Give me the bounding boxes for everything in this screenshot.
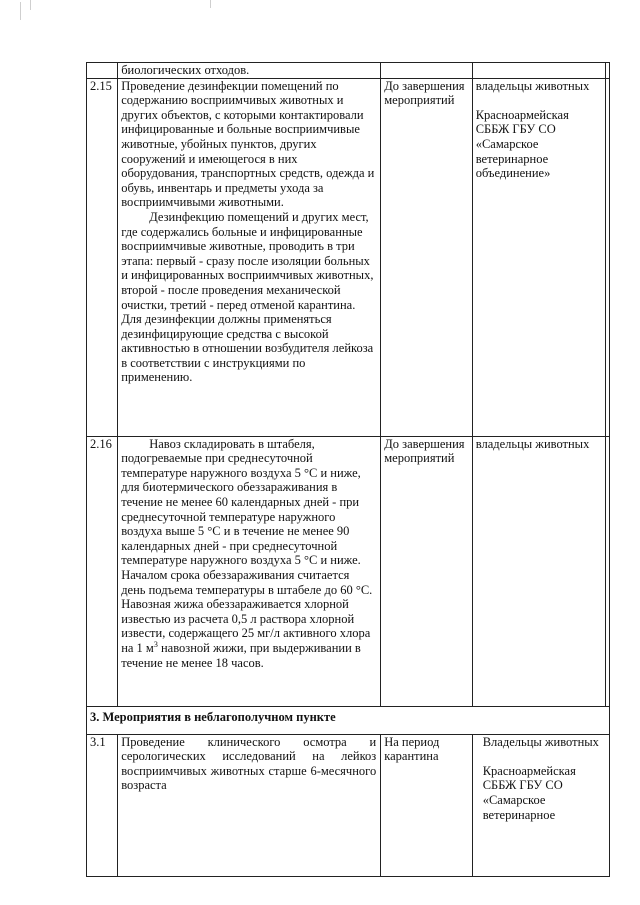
description-paragraph-1 [121,437,376,671]
table-row-2-16 [87,436,610,706]
cell-term [381,436,472,706]
cell-description [118,78,381,436]
cell-term [381,78,472,436]
cell-term [381,734,472,876]
measures-table [86,62,610,877]
table-row-3-1 [87,734,610,876]
cubic-superscript: 3 [153,639,158,649]
cell-extra [605,63,609,79]
description-paragraph-3: Для дезинфекции должны применяться дезинфицирующие средства с высокой активностью в отношении возбудителя лейкоза в соответствии с инструкциями по применению. [121,312,374,385]
table-row-2-15 [87,78,610,436]
cell-term [381,63,472,79]
term-text: До завершения мероприятий [384,436,465,466]
cell-number: 3.1 [87,734,118,876]
term-text: До завершения мероприятий [384,78,465,108]
description-text: биологических отходов. [121,63,250,77]
section-title: 3. Мероприятия в неблагополучном пункте [87,706,610,734]
cell-extra [605,436,609,706]
responsible-owners: владельцы животных [475,436,590,451]
scan-artifact-line [210,0,211,8]
description-main: Навоз складировать в штабеля, подогреваемые при среднесуточной температуре наружного воздуха 5 °С и ниже, для биотермического обеззараживания в течение не менее 60 календарных дней - при среднесуточной температуре наружного воздуха выше 5 °С и в течение не менее 90 календарных дней - при среднесуточной температуре наружного воздуха 5 °С и ниже. Началом срока обеззараживания считается день подъема температуры в штабеле до 60 °С. Навозная жижа обеззараживается хлорной известью из расчета 0,5 л раствора хлорной извести, содержащего 25 мг/л активного хлора на 1 м [121,436,373,655]
description-tail: навозной жижи, при выдерживании в течение не менее 18 часов. [121,640,361,670]
responsible-owners: владельцы животных [475,78,590,93]
responsible-organization: Красноармейская СББЖ ГБУ СО «Самарское ветеринарное объединение» [475,107,569,181]
cell-responsible [472,436,605,706]
cell-responsible [472,63,605,79]
description-paragraph-2: Дезинфекцию помещений и других мест, где содержались больные и инфицированные восприимчивые животные, проводить в три этапа: первый - сразу после изоляции больных и инфицированных восприимчивых животных, второй - после проведения механической очистки, третий - перед отменой карантина. [121,209,374,312]
responsible-owners: Владельцы животных [482,734,599,749]
cell-responsible [472,78,605,436]
cell-description [118,63,381,79]
cell-extra [605,78,609,436]
term-text: На период карантина [384,734,440,764]
scan-artifact-line [30,0,31,10]
cell-responsible [472,734,609,876]
responsible-organization: Красноармейская СББЖ ГБУ СО «Самарское ветеринарное [482,763,576,822]
cell-description [118,734,381,876]
cell-number: 2.16 [87,436,118,706]
cell-description [118,436,381,706]
cell-number [87,63,118,79]
table-row-continuation [87,63,610,79]
scan-artifact-line [20,2,21,20]
section-heading-row [87,706,610,734]
cell-number: 2.15 [87,78,118,436]
description-paragraph-1: Проведение дезинфекции помещений по содержанию восприимчивых животных и других объектов, с которыми контактировали инфицированные и больные восприимчивые животные, убойных пунктов, других сооружений и имеющегося в них оборудования, транспортных средств, одежда и обувь, инвентарь и предметы ухода за восприимчивыми животными. [121,78,375,210]
description-text: Проведение клинического осмотра и серологических исследований на лейкоз восприимчивых животных старше 6-месячного возраста [121,734,377,793]
